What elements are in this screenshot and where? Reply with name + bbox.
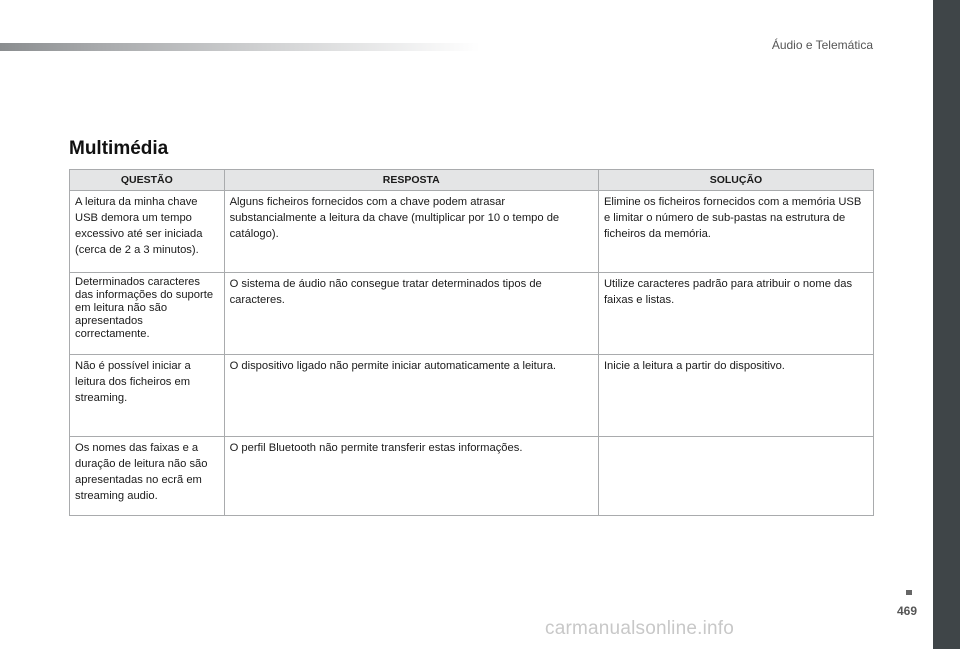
column-header-question: QUESTÃO bbox=[70, 170, 225, 191]
answer-cell: O dispositivo ligado não permite iniciar automaticamente a leitura. bbox=[224, 355, 598, 437]
column-header-solution: SOLUÇÃO bbox=[598, 170, 873, 191]
table-row bbox=[70, 273, 874, 355]
answer-cell: Alguns ficheiros fornecidos com a chave podem atrasar substancialmente a leitura da chave (multiplicar por 10 o tempo de catálogo). bbox=[224, 191, 598, 273]
solution-cell: Elimine os ficheiros fornecidos com a memória USB e limitar o número de sub-pastas na estrutura de ficheiros da memória. bbox=[598, 191, 873, 273]
table-row bbox=[70, 355, 874, 437]
question-cell: A leitura da minha chave USB demora um tempo excessivo até ser iniciada (cerca de 2 a 3 minutos). bbox=[70, 191, 225, 273]
page-marker-icon bbox=[906, 590, 912, 595]
question-cell bbox=[70, 273, 225, 355]
page-number: 469 bbox=[897, 604, 918, 618]
faq-table bbox=[69, 169, 874, 516]
solution-cell: Inicie a leitura a partir do dispositivo. bbox=[598, 355, 873, 437]
answer-cell: O sistema de áudio não consegue tratar determinados tipos de caracteres. bbox=[224, 273, 598, 355]
solution-cell: Utilize caracteres padrão para atribuir o nome das faixas e listas. bbox=[598, 273, 873, 355]
section-header: Áudio e Telemática bbox=[771, 38, 873, 52]
header-decorative-bar bbox=[0, 43, 480, 51]
side-chapter-tab bbox=[933, 0, 960, 649]
column-header-answer: RESPOSTA bbox=[224, 170, 598, 191]
table-row bbox=[70, 191, 874, 273]
question-cell: Não é possível iniciar a leitura dos ficheiros em streaming. bbox=[70, 355, 225, 437]
question-text: Determinados caracteres das informações do suporte em leitura não são apresentados correctamente. bbox=[75, 276, 214, 340]
page-title: Multimédia bbox=[69, 138, 169, 159]
table-header-row bbox=[70, 170, 874, 191]
table-row bbox=[70, 437, 874, 516]
question-cell: Os nomes das faixas e a duração de leitura não são apresentadas no ecrã em streaming audio. bbox=[70, 437, 225, 516]
solution-cell bbox=[598, 437, 873, 516]
watermark: carmanualsonline.info bbox=[545, 618, 735, 639]
answer-cell: O perfil Bluetooth não permite transferir estas informações. bbox=[224, 437, 598, 516]
